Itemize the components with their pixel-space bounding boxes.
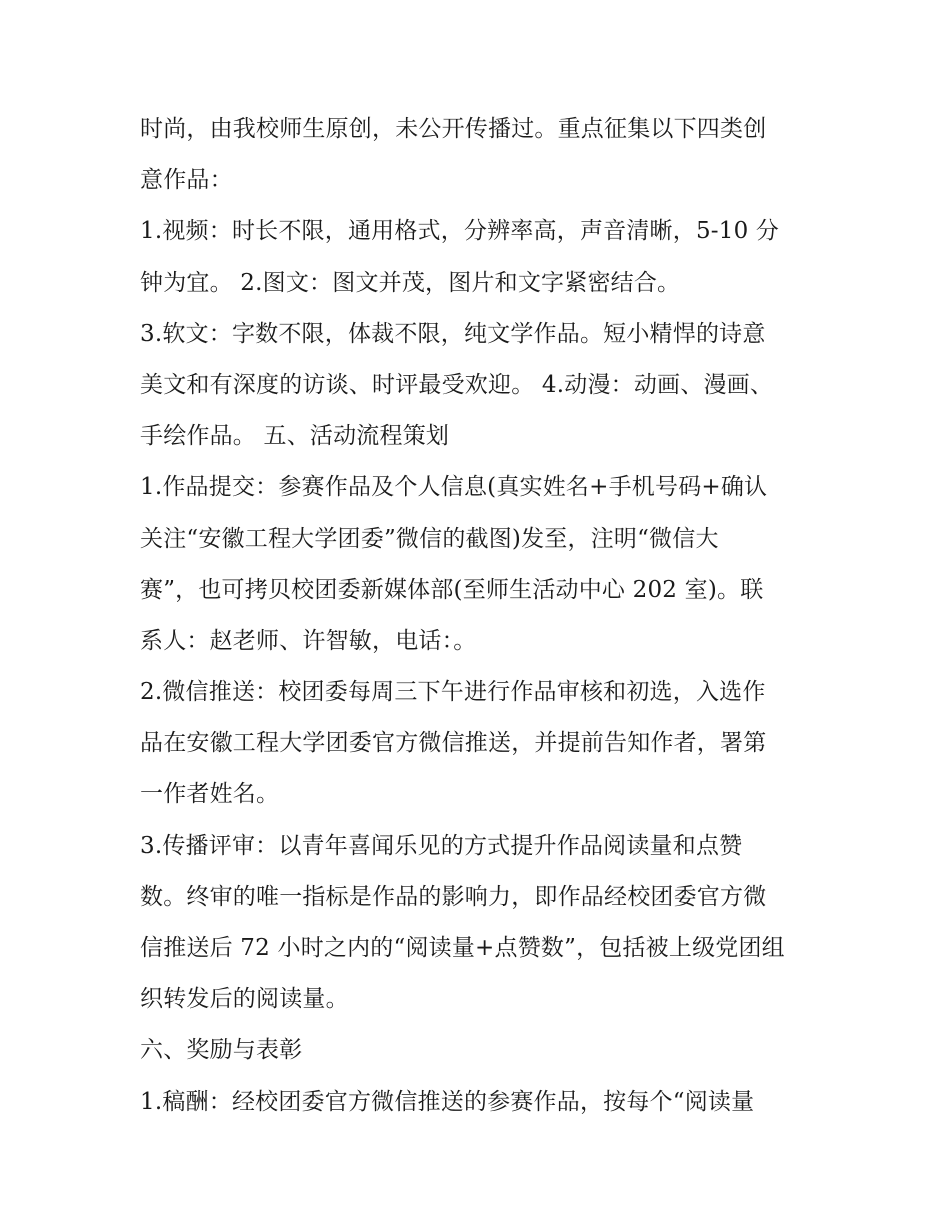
text-line: 信推送后 72 小时之内的“阅读量+点赞数”，包括被上级党团组 [140, 935, 785, 961]
text-line: 系人：赵老师、许智敏，电话：。 [140, 627, 477, 654]
text-line: 织转发后的阅读量。 [140, 986, 349, 1013]
document-body [140, 104, 830, 1128]
text-line: 关注“安徽工程大学团委”微信的截图)发至，注明“微信大 [140, 525, 719, 552]
section-heading: 六、奖励与表彰 [140, 1037, 303, 1064]
text-line: 2.微信推送：校团委每周三下午进行作品审核和初选，入选作 [140, 679, 766, 706]
text-line: 钟为宜。 2.图文：图文并茂，图片和文字紧密结合。 [140, 269, 681, 296]
text-line: 数。终审的唯一指标是作品的影响力，即作品经校团委官方微 [140, 883, 767, 910]
text-line: 一作者姓名。 [140, 781, 280, 808]
text-line: 手绘作品。 五、活动流程策划 [140, 423, 450, 450]
text-line: 1.作品提交：参赛作品及个人信息(真实姓名+手机号码+确认 [140, 474, 768, 501]
text-line: 美文和有深度的访谈、时评最受欢迎。 4.动漫：动画、漫画、 [140, 371, 774, 398]
text-line: 3.软文：字数不限，体裁不限，纯文学作品。短小精悍的诗意 [140, 320, 766, 347]
text-line: 1.稿酬：经校团委官方微信推送的参赛作品，按每个“阅读量 [140, 1088, 755, 1115]
text-line: 意作品： [140, 167, 233, 194]
text-line: 赛”，也可拷贝校团委新媒体部(至师生活动中心 202 室)。联 [140, 576, 764, 603]
text-line: 1.视频：时长不限，通用格式，分辨率高，声音清晰，5-10 分 [140, 218, 780, 245]
text-line: 3.传播评审：以青年喜闻乐见的方式提升作品阅读量和点赞 [140, 832, 743, 859]
text-line: 品在安徽工程大学团委官方微信推送，并提前告知作者，署第 [140, 730, 767, 757]
text-line: 时尚，由我校师生原创，未公开传播过。重点征集以下四类创 [140, 116, 767, 142]
